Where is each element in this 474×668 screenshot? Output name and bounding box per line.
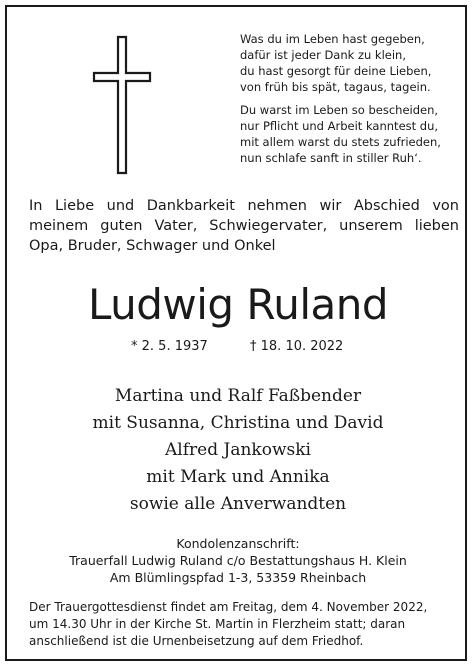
poem-stanza-2 bbox=[240, 102, 462, 166]
intro-line: In Liebe und Dankbarkeit nehmen wir Abschied von bbox=[29, 198, 459, 214]
poem-line: nun schlafe sanft in stiller Ruh‘. bbox=[240, 151, 422, 165]
poem-line: Was du im Leben hast gegeben, bbox=[240, 32, 425, 46]
service-line: Der Trauergottesdienst findet am Freitag, dem 4. November 2022, bbox=[29, 600, 428, 614]
poem-line: nur Pflicht und Arbeit kanntest du, bbox=[240, 119, 439, 133]
poem bbox=[240, 31, 462, 173]
mourner-line: Martina und Ralf Faßbender bbox=[114, 386, 362, 406]
deceased-name: Ludwig Ruland bbox=[87, 280, 389, 329]
condolence-heading: Kondolenzanschrift: bbox=[176, 536, 300, 551]
poem-line: mit allem warst du stets zufrieden, bbox=[240, 135, 441, 149]
poem-line: Du warst im Leben so bescheiden, bbox=[240, 103, 439, 117]
poem-line: dafür ist jeder Dank zu klein, bbox=[240, 48, 407, 62]
birth-date: * 2. 5. 1937 bbox=[131, 339, 208, 354]
intro-line: meinem guten Vater, Schwiegervater, unserem lieben bbox=[29, 218, 459, 234]
service-notice bbox=[29, 599, 457, 650]
cross-icon bbox=[92, 35, 152, 175]
mourners-list bbox=[7, 383, 469, 518]
farewell-intro bbox=[29, 196, 459, 256]
poem-stanza-1 bbox=[240, 31, 462, 95]
intro-line: Opa, Bruder, Schwager und Onkel bbox=[29, 238, 276, 254]
service-line: anschließend ist die Urnenbeisetzung auf dem Friedhof. bbox=[29, 634, 364, 648]
mourner-line: sowie alle Anverwandten bbox=[129, 494, 347, 514]
mourner-line: mit Susanna, Christina und David bbox=[92, 413, 384, 433]
obituary-frame bbox=[5, 5, 467, 661]
poem-line: du hast gesorgt für deine Lieben, bbox=[240, 64, 432, 78]
death-date: † 18. 10. 2022 bbox=[250, 339, 344, 354]
mourner-line: Alfred Jankowski bbox=[165, 440, 311, 460]
condolence-address bbox=[7, 535, 469, 586]
service-line: um 14.30 Uhr in der Kirche St. Martin in Flerzheim statt; daran bbox=[29, 617, 406, 631]
condolence-line: Am Blümlingspfad 1-3, 53359 Rheinbach bbox=[109, 570, 367, 585]
poem-line: von früh bis spät, tagaus, tagein. bbox=[240, 80, 431, 94]
condolence-line: Trauerfall Ludwig Ruland c/o Bestattungshaus H. Klein bbox=[69, 553, 407, 568]
mourner-line: mit Mark und Annika bbox=[146, 467, 330, 487]
